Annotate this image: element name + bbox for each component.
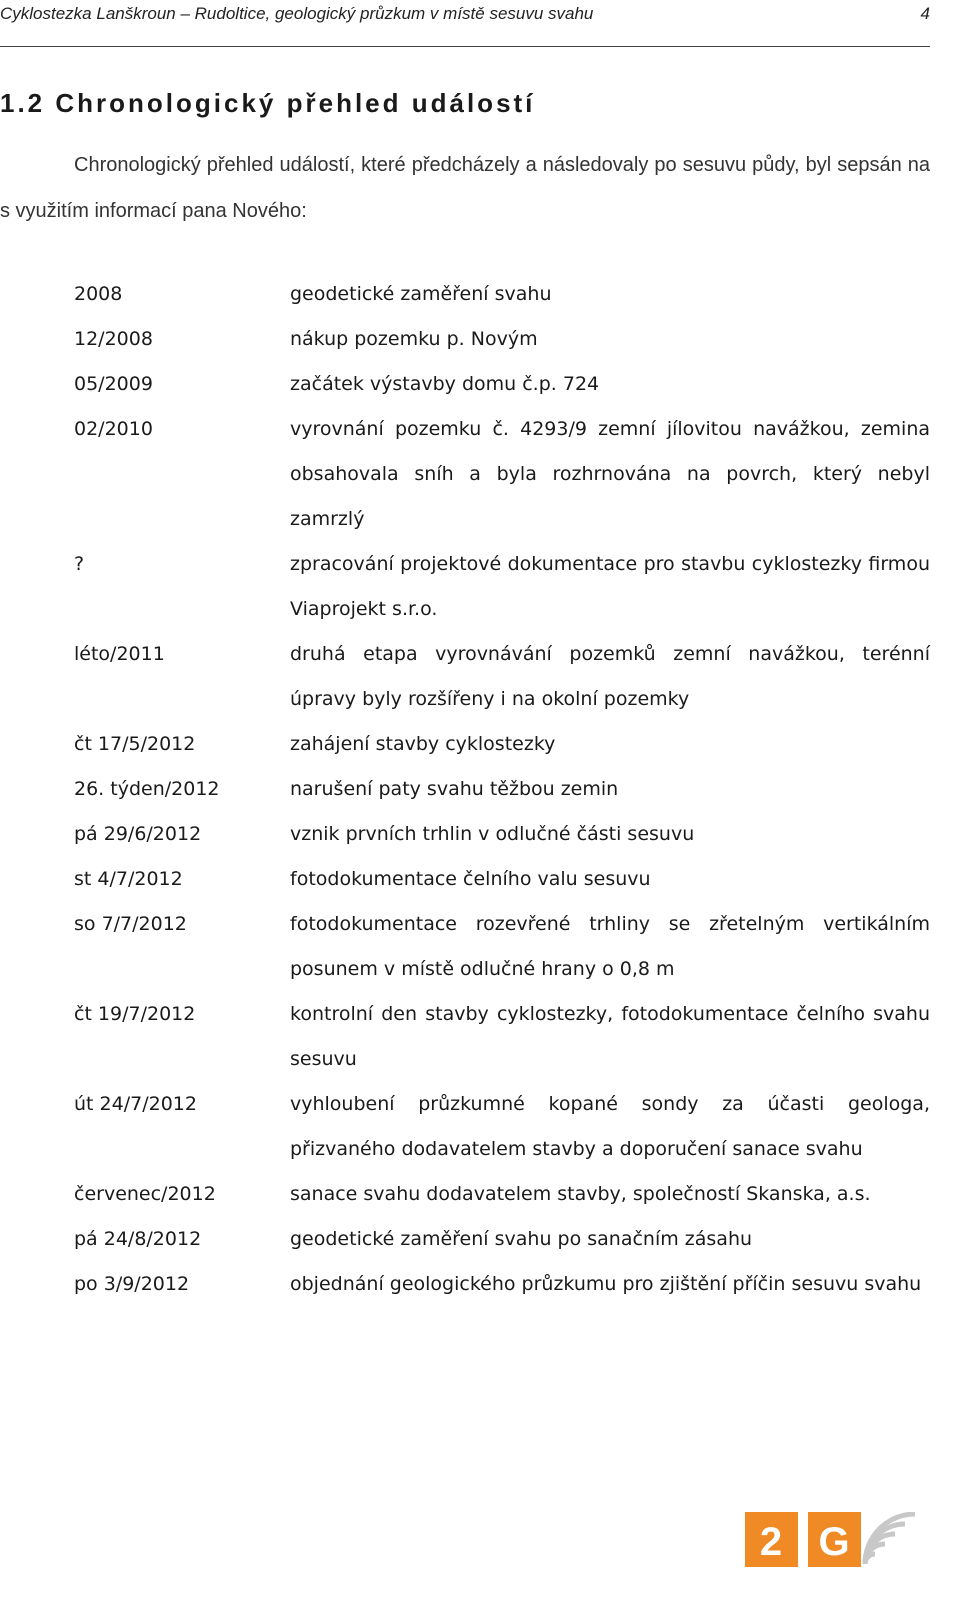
timeline-row (74, 722, 930, 767)
timeline-date: pá 24/8/2012 (74, 1228, 202, 1250)
timeline-date: 05/2009 (74, 373, 153, 395)
timeline-event: geodetické zaměření svahu (290, 283, 552, 305)
timeline-event: sanace svahu dodavatelem stavby, společností Skanska, a.s. (290, 1183, 871, 1205)
timeline-row (74, 407, 930, 542)
chronology-list (74, 272, 930, 1307)
section-heading: 1.2 Chronologický přehled událostí (0, 88, 536, 118)
timeline-date: čt 17/5/2012 (74, 733, 196, 755)
logo-signal-icon (865, 1514, 915, 1564)
timeline-date: st 4/7/2012 (74, 868, 183, 890)
timeline-event: narušení paty svahu těžbou zemin (290, 778, 619, 800)
timeline-date: pá 29/6/2012 (74, 823, 202, 845)
timeline-event: druhá etapa vyrovnávání pozemků zemní navážkou, terénní úpravy byly rozšířeny i na okolní pozemky (290, 643, 930, 710)
timeline-date: 26. týden/2012 (74, 778, 220, 800)
timeline-row (74, 812, 930, 857)
timeline-date: 2008 (74, 283, 123, 305)
timeline-row (74, 992, 930, 1082)
logo-letter-left: 2 (759, 1520, 783, 1564)
timeline-date: 12/2008 (74, 328, 153, 350)
header-divider (0, 46, 930, 47)
header-title: Cyklostezka Lanškroun – Rudoltice, geologický průzkum v místě sesuvu svahu (0, 4, 594, 23)
timeline-row (74, 767, 930, 812)
intro-paragraph: Chronologický přehled událostí, které předcházely a následovaly po sesuvu půdy, byl sepsán na s využitím informací pana Nového: (0, 154, 930, 222)
timeline-row (74, 1082, 930, 1172)
timeline-row (74, 857, 930, 902)
timeline-date: 02/2010 (74, 418, 153, 440)
timeline-date: čt 19/7/2012 (74, 1003, 196, 1025)
timeline-row (74, 1217, 930, 1262)
timeline-event: začátek výstavby domu č.p. 724 (290, 373, 600, 395)
timeline-date: po 3/9/2012 (74, 1273, 190, 1295)
timeline-event: fotodokumentace čelního valu sesuvu (290, 868, 651, 890)
timeline-event: objednání geologického průzkumu pro zjištění příčin sesuvu svahu (290, 1273, 922, 1295)
timeline-event: vznik prvních trhlin v odlučné části sesuvu (290, 823, 695, 845)
timeline-event: fotodokumentace rozevřené trhliny se zřetelným vertikálním posunem v místě odlučné hrany o 0,8 m (290, 913, 930, 980)
timeline-row (74, 902, 930, 992)
timeline-event: zahájení stavby cyklostezky (290, 733, 556, 755)
timeline-row (74, 362, 930, 407)
timeline-event: kontrolní den stavby cyklostezky, fotodokumentace čelního svahu sesuvu (290, 1003, 930, 1070)
timeline-date: út 24/7/2012 (74, 1093, 197, 1115)
timeline-date: ? (74, 553, 85, 575)
timeline-row (74, 317, 930, 362)
company-logo (745, 1512, 923, 1567)
logo-letter-right: G (818, 1520, 850, 1564)
page-header (0, 0, 930, 50)
timeline-row (74, 1262, 930, 1307)
timeline-event: vyrovnání pozemku č. 4293/9 zemní jílovitou navážkou, zemina obsahovala sníh a byla rozhrnována na povrch, který nebyl zamrzlý (290, 418, 930, 530)
timeline-row (74, 632, 930, 722)
timeline-date: léto/2011 (74, 643, 165, 665)
timeline-row (74, 1172, 930, 1217)
timeline-event: geodetické zaměření svahu po sanačním zásahu (290, 1228, 753, 1250)
timeline-row (74, 272, 930, 317)
timeline-event: nákup pozemku p. Novým (290, 328, 538, 350)
timeline-event: zpracování projektové dokumentace pro stavbu cyklostezky firmou Viaprojekt s.r.o. (290, 553, 930, 620)
timeline-date: so 7/7/2012 (74, 913, 187, 935)
timeline-date: červenec/2012 (74, 1183, 216, 1205)
page-number: 4 (920, 4, 930, 23)
timeline-event: vyhloubení průzkumné kopané sondy za účasti geologa, přizvaného dodavatelem stavby a doporučení sanace svahu (290, 1093, 930, 1160)
timeline-row (74, 542, 930, 632)
